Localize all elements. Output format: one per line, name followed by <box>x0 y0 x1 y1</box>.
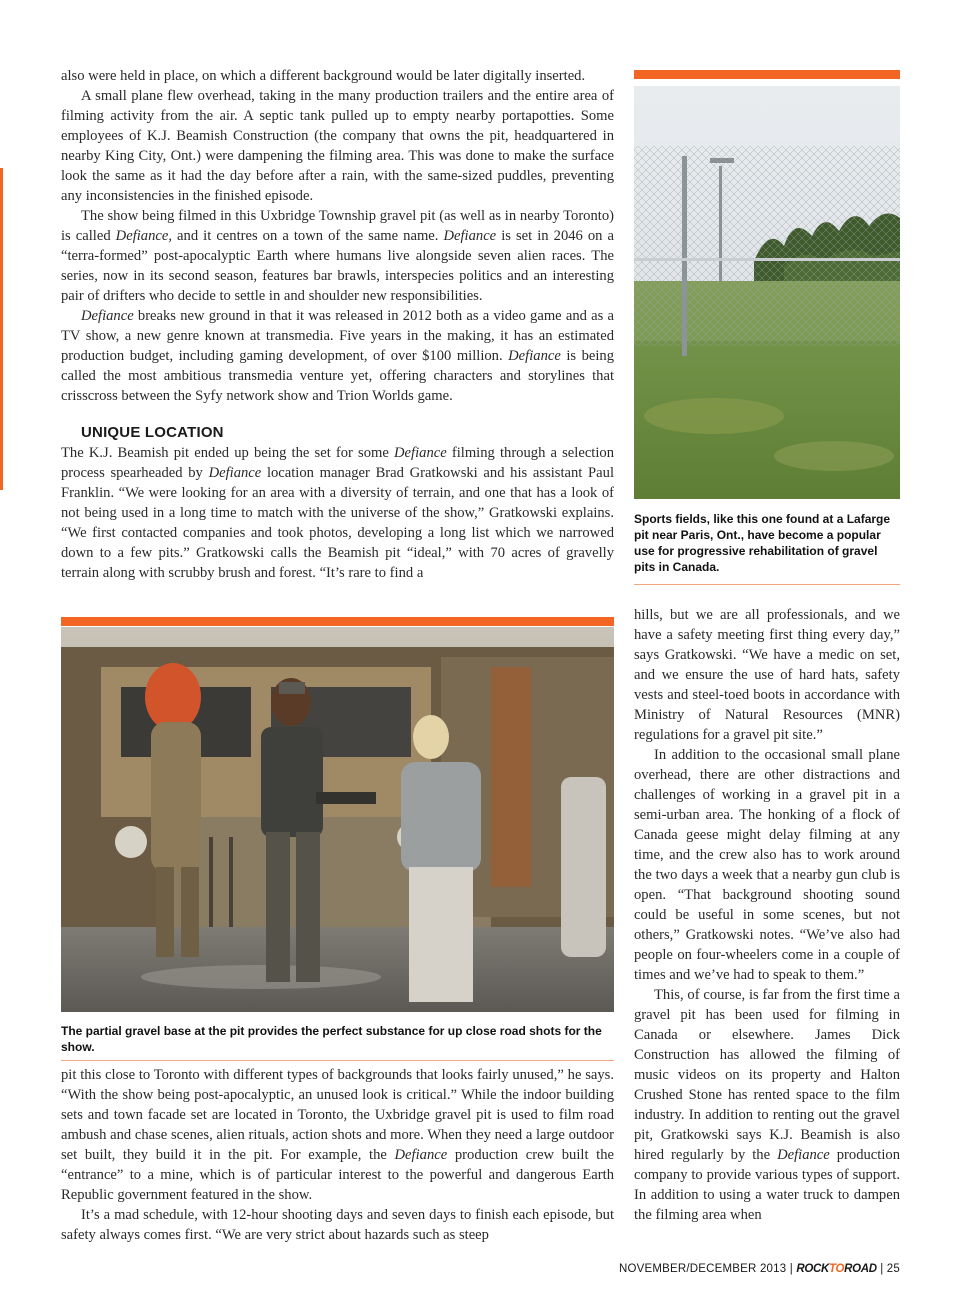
paragraph: hills, but we are all professionals, and we have a safety meeting first thing every day,” says Gratkowski. “We have a medic on set, and we ensure the use of hard hats, safety vests and steel-toed boots in accordance with Ministry of Natural Resources (MNR) regulations for a gravel pit site.” <box>634 607 900 743</box>
article-column-right <box>634 605 900 1225</box>
page-footer <box>619 1263 900 1275</box>
paragraph: The K.J. Beamish pit ended up being the set for some Defiance filming through a selection process spearheaded by Defiance location manager Brad Gratkowski and his assistant Paul Franklin. “We were looking for an area with a diversity of terrain, and one that has a look of not being used in a long time to match with the universe of the show,” Gratkowski explains. “We first contacted companies and took photos, developing a long list which we narrowed down to a few pits.” Gratkowski calls the Beamish pit “ideal,” with 70 acres of gravelly terrain along with scrubby brush and forest. “It’s rare to find a <box>61 445 614 581</box>
film-set-photo <box>61 627 614 1012</box>
sports-field-photo <box>634 86 900 499</box>
magazine-logo: ROCKTOROAD <box>796 1263 877 1275</box>
paragraph: In addition to the occasional small plane overhead, there are other distractions and challenges of working in a gravel pit in a semi-urban area. The honking of a flock of Canada geese might delay filming at any time, and the crew also has to work around the two days a week that a nearby gun club is open. “That background shooting sound could be useful in some scenes, but not others,” Gratkowski notes. “We’ve also had people on four-wheelers come in a couple of times and we’ve had to speak to them.” <box>634 747 900 983</box>
article-column-bottom-left <box>61 1065 614 1245</box>
photo-main-caption: The partial gravel base at the pit provides the perfect substance for up close road shots for the show. <box>61 1024 602 1054</box>
caption-divider <box>634 584 900 585</box>
paragraph: pit this close to Toronto with different types of backgrounds that looks fairly unused,” he says. “With the show being post-apocalyptic, an unused look is critical.” While the indoor building sets and town facade set are located in Toronto, the Uxbridge gravel pit is used to film road ambush and chase scenes, alien rituals, action shots and more. When they need a large outdoor set built, they build it in the pit. For example, the Defiance production crew built the “entrance” to a mine, which is of particular interest to the powerful and dangerous Earth Republic government featured in the show. <box>61 1067 615 1203</box>
paragraph: It’s a mad schedule, with 12-hour shooting days and seven days to finish each episode, but safety always comes first. “We are very strict about hazards such as steep <box>61 1207 614 1243</box>
photo-main-accent-bar <box>61 617 614 626</box>
paragraph: The show being filmed in this Uxbridge Township gravel pit (as well as in nearby Toronto) is called Defiance, and it centres on a town of the same name. Defiance is set in 2046 on a “terra-formed” post-apocalyptic Earth where humans live alongside seven alien races. The series, now in its second season, features bar brawls, interspecies politics and an interesting pair of drifters who decide to settle in and shoulder new responsibilities. <box>61 208 614 304</box>
left-margin-accent-bar <box>0 168 3 490</box>
photo-top-caption: Sports fields, like this one found at a Lafarge pit near Paris, Ont., have become a popular use for progressive rehabilitation of gravel pits in Canada. <box>634 512 891 574</box>
paragraph: This, of course, is far from the first time a gravel pit has been used for filming in Canada or elsewhere. James Dick Construction has allowed the filming of music videos on its property and Halton Crushed Stone has rented space to the film industry. In addition to renting out the gravel pit, Gratkowski says K.J. Beamish is also hired regularly by the Defiance production company to provide various types of support. In addition to using a water truck to dampen the filming area when <box>634 987 900 1223</box>
photo-top-accent-bar <box>634 70 900 79</box>
article-column-top-left <box>61 66 614 583</box>
caption-divider <box>61 1060 614 1061</box>
section-heading: UNIQUE LOCATION <box>81 424 224 441</box>
paragraph: also were held in place, on which a different background would be later digitally inserted. <box>61 68 586 84</box>
paragraph: A small plane flew overhead, taking in the many production trailers and the entire area of filming activity from the air. A septic tank pulled up to empty nearby portapotties. Some employees of K.J. Beamish Construction (the company that owns the pit, headquartered in nearby King City, Ont.) were dampening the filming area. This was done to make the surface look the same as it had the day before after a rain, with the same-sized puddles, preventing any inconsistencies in the finished episode. <box>61 88 614 204</box>
paragraph: Defiance breaks new ground in that it was released in 2012 both as a video game and as a TV show, a new genre known at transmedia. Five years in the making, it has an estimated production budget, including gaming development, of over $100 million. Defiance is being called the most ambitious transmedia venture yet, offering characters and storylines that crisscross between the Syfy network show and Trion Worlds game. <box>61 308 614 404</box>
page-number: | 25 <box>876 1263 900 1275</box>
issue-date: NOVEMBER/DECEMBER 2013 | <box>618 1263 797 1275</box>
